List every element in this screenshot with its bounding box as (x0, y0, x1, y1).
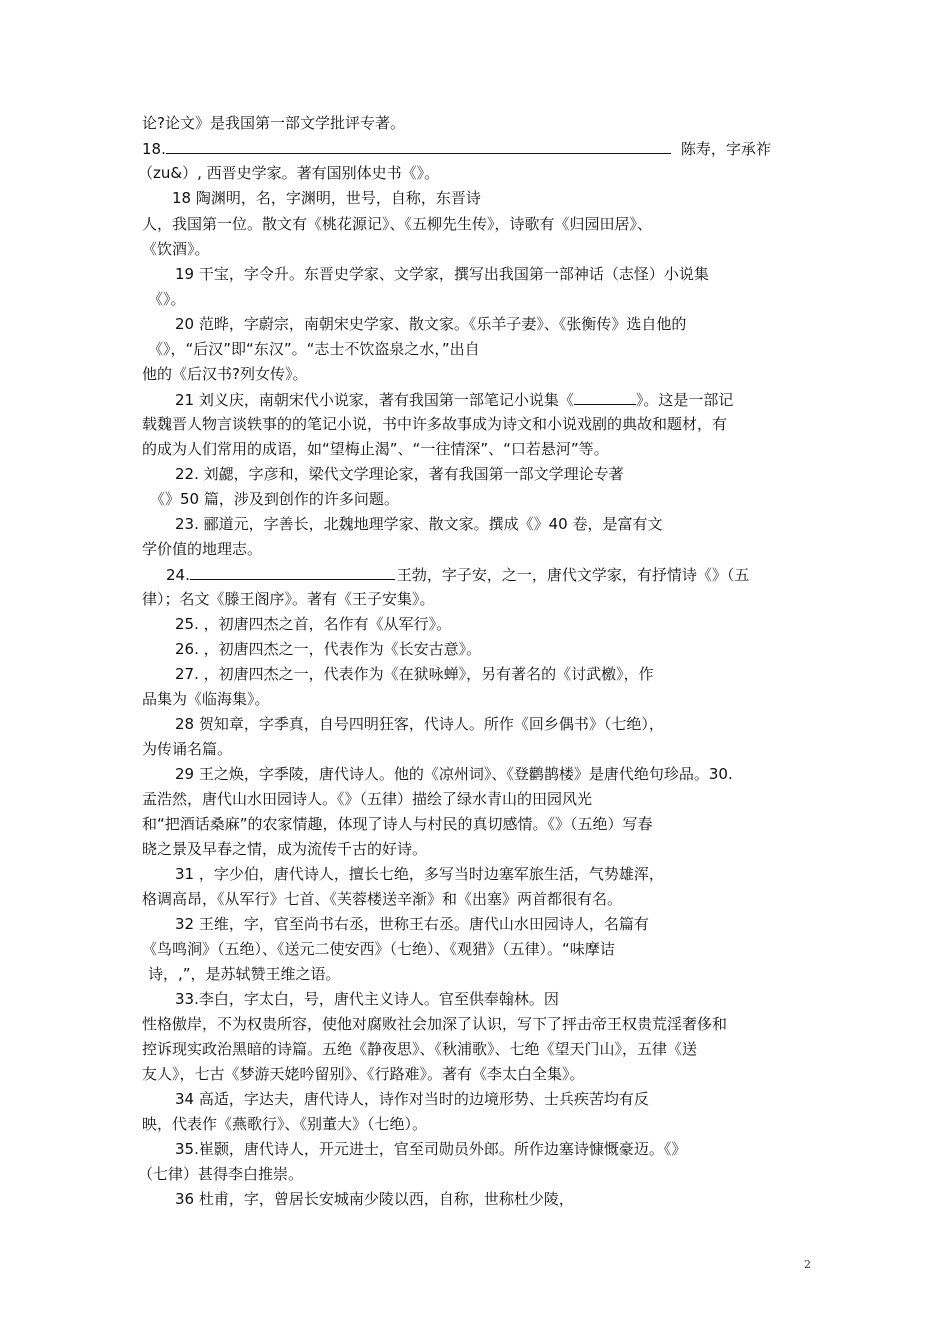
text-line: 22. 刘勰，字彦和，梁代文学理论家，著有我国第一部文学理论专著 (175, 465, 624, 483)
text-line: 论?论文》是我国第一部文学批评专著。 (142, 114, 405, 132)
text-line: 18 陶渊明，名，字渊明，世号，自称，东晋诗 (172, 189, 481, 207)
text-line: 《鸟鸣涧》（五绝）、《送元二使安西》（七绝）、《观猎》（五律）。“味摩诘 (142, 940, 615, 958)
text-line: 《饮酒》。 (142, 240, 210, 258)
fill-blank (574, 389, 636, 405)
text-line: 31 ，字少伯，唐代诗人，擅长七绝，多写当时边塞军旅生活，气势雄浑， (175, 865, 664, 883)
text-line: 他的《后汉书?列女传》。 (142, 365, 308, 383)
text-line: 载魏晋人物言谈轶事的的笔记小说，书中许多故事成为诗文和小说戏剧的典故和题材，有 (142, 415, 728, 433)
fill-blank (190, 564, 395, 580)
text-line: 人，我国第一位。散文有《桃花源记》、《五柳先生传》，诗歌有《归园田居》、 (142, 215, 653, 233)
text-line: 23. 郦道元，字善长，北魏地理学家、散文家。撰成《》40 卷，是富有文 (175, 515, 663, 533)
text-line: 《》50 篇，涉及到创作的许多问题。 (150, 490, 399, 508)
text-line: 性格傲岸，不为权贵所容，使他对腐败社会加深了认识，写下了抨击帝王权贵荒淫奢侈和 (142, 1015, 728, 1033)
fill-blank (166, 138, 671, 154)
text-line: 《》，“后汉”即“东汉”。“志士不饮盗泉之水，”出自 (148, 340, 480, 358)
text-line: 18. 陈寿，字承祚 (142, 140, 771, 158)
text-line: 律）；名文《滕王阁序》。著有《王子安集》。 (142, 590, 435, 608)
text-line: 21 刘义庆，南朝宋代小说家，著有我国第一部笔记小说集《 》。这是一部记 (175, 391, 734, 409)
text-line: 友人》，七古《梦游天姥吟留别》、《行路难》。著有《李太白全集》。 (142, 1065, 585, 1083)
text-line: 晓之景及早春之情，成为流传千古的好诗。 (142, 840, 428, 858)
text-line: 36 杜甫，字，曾居长安城南少陵以西，自称，世称杜少陵， (175, 1190, 574, 1208)
text-line: 诗，,”，是苏轼赞王维之语。 (148, 965, 341, 983)
text-line: （七律）甚得李白推崇。 (138, 1165, 304, 1183)
text-line: 的成为人们常用的成语，如“望梅止渴”、“一往情深”、“口若悬河”等。 (142, 440, 609, 458)
text-line: 控诉现实政治黑暗的诗篇。五绝《静夜思》、《秋浦歌》、七绝《望天门山》，五律《送 (142, 1040, 698, 1058)
text-line: 19 干宝，字令升。东晋史学家、文学家，撰写出我国第一部神话（志怪）小说集 (175, 265, 709, 283)
text-line: 32 王维，字，官至尚书右丞，世称王右丞。唐代山水田园诗人，名篇有 (175, 915, 649, 933)
text-line: 25. ，初唐四杰之首，名作有《从军行》。 (175, 615, 452, 633)
text-line: 《》。 (148, 290, 186, 308)
text-line: 29 王之焕，字季陵，唐代诗人。他的《凉州词》、《登鹳鹊楼》是唐代绝句珍品。30. (175, 765, 733, 783)
text-line: 27. ，初唐四杰之一，代表作为《在狱咏蝉》，另有著名的《讨武檄》，作 (175, 665, 654, 683)
text-line: 28 贺知章，字季真，自号四明狂客，代诗人。所作《回乡偶书》（七绝）， (175, 715, 664, 733)
text-line: 品集为《临海集》。 (142, 690, 270, 708)
text-line: 格调高昂，《从军行》七首、《芙蓉楼送辛渐》和《出塞》两首都很有名。 (142, 890, 623, 908)
text-line: 33.李白，字太白，号，唐代主义诗人。官至供奉翰林。因 (175, 990, 559, 1008)
text-line: 35.崔颢，唐代诗人，开元进士，官至司勋员外郎。所作边塞诗慷慨豪迈。《》 (175, 1140, 687, 1158)
page-number: 2 (804, 1258, 811, 1271)
text-line: （zu&）, 西晋史学家。著有国别体史书《》。 (138, 164, 440, 182)
text-line: 映，代表作《燕歌行》、《别董大》（七绝）。 (142, 1115, 428, 1133)
text-line: 为传诵名篇。 (142, 740, 233, 758)
text-line: 20 范晔，字蔚宗，南朝宋史学家、散文家。《乐羊子妻》、《张衡传》选自他的 (175, 315, 687, 333)
text-line: 24. 王勃，字子安，之一，唐代文学家，有抒情诗《》（五 (166, 566, 750, 584)
text-line: 26. ，初唐四杰之一，代表作为《长安古意》。 (175, 640, 482, 658)
text-line: 34 高适，字达夫，唐代诗人，诗作对当时的边境形势、士兵疾苦均有反 (175, 1090, 649, 1108)
text-line: 孟浩然，唐代山水田园诗人。《》（五律）描绘了绿水青山的田园风光 (142, 790, 593, 808)
text-line: 和“把酒话桑麻”的农家情趣，体现了诗人与村民的真切感情。《》（五绝）写春 (142, 815, 653, 833)
text-line: 学价值的地理志。 (142, 540, 263, 558)
